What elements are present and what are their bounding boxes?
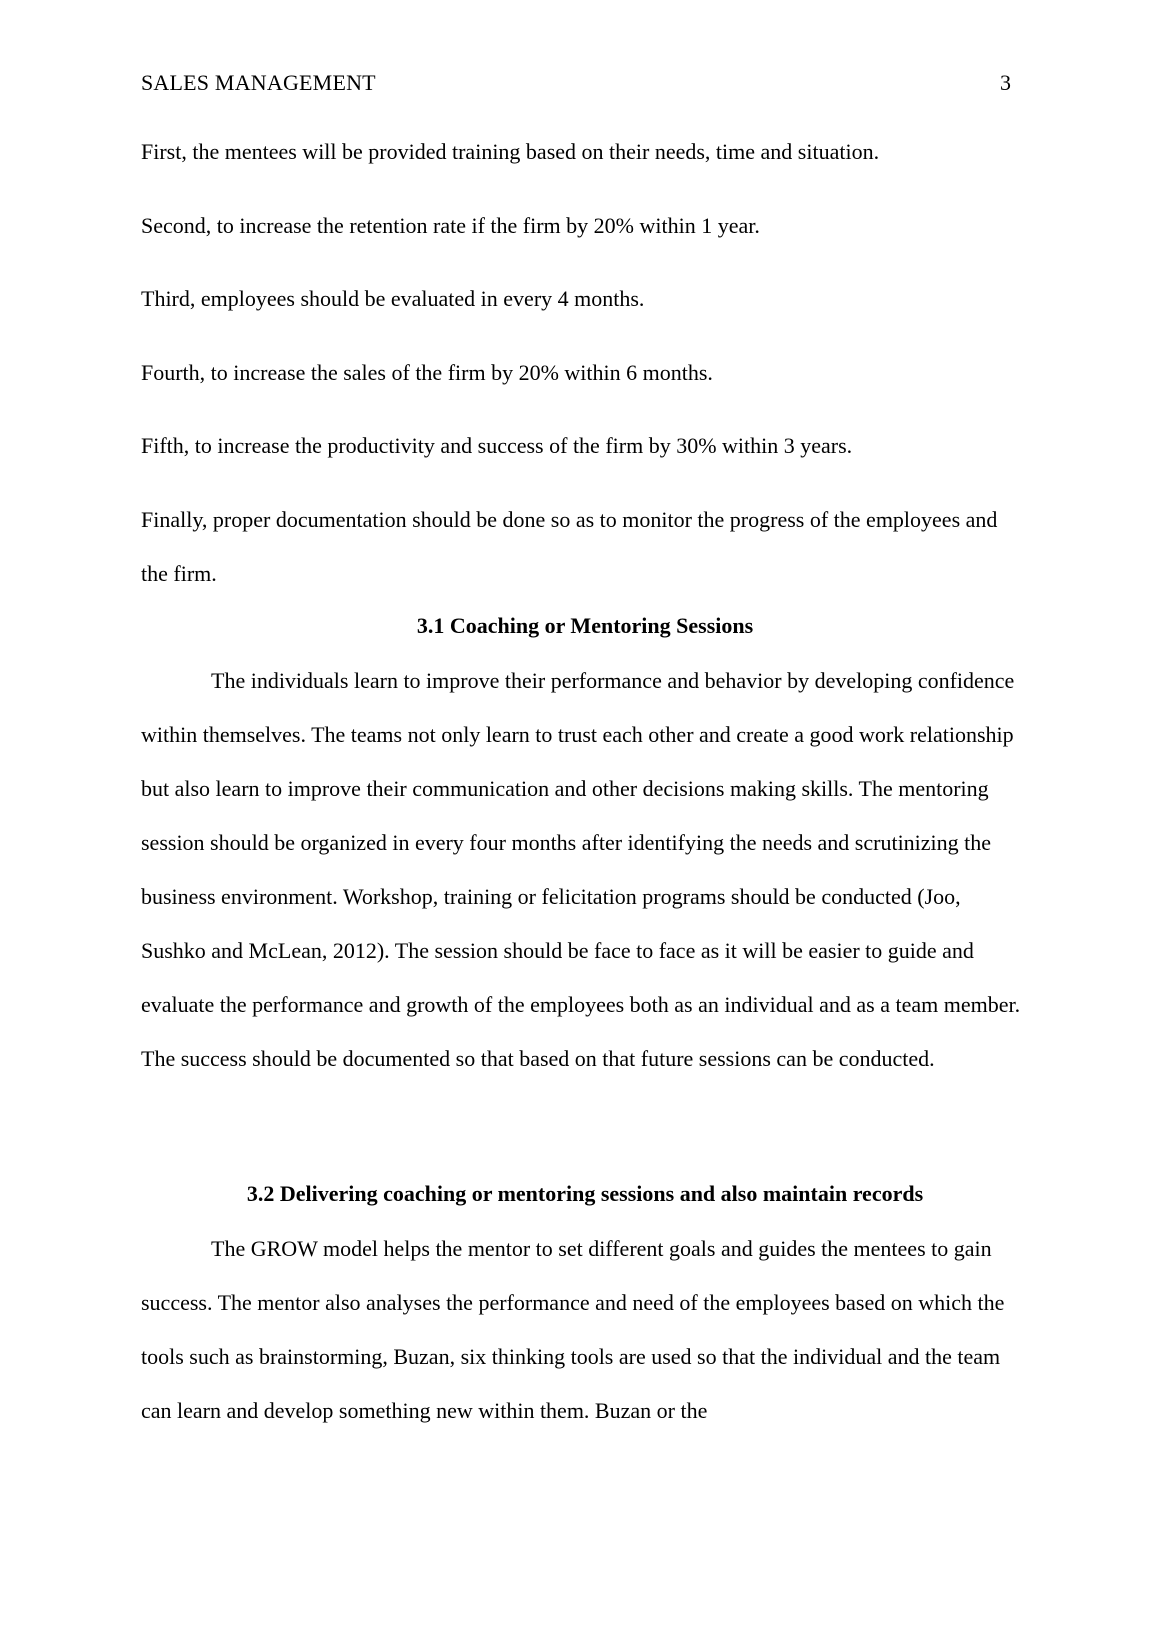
objective-first: First, the mentees will be provided training based on their needs, time and situation. bbox=[141, 139, 880, 164]
section-heading-3-2: 3.2 Delivering coaching or mentoring sessions and also maintain records bbox=[246, 1181, 924, 1206]
objective-fifth: Fifth, to increase the productivity and success of the firm by 30% within 3 years. bbox=[141, 433, 853, 458]
page-number: 3 bbox=[1000, 70, 1011, 95]
section-3-2-paragraph: The GROW model helps the mentor to set different goals and guides the mentees to gain success. The mentor also analyses the performance and need of the employees based on which the tools such as brainstorming, Buzan, six thinking tools are used so that the individual and the team can learn and develop something new within them. Buzan or the bbox=[141, 1236, 1005, 1423]
document-body bbox=[141, 138, 1029, 1423]
running-head: SALES MANAGEMENT bbox=[141, 70, 376, 95]
objective-fourth: Fourth, to increase the sales of the firm by 20% within 6 months. bbox=[141, 359, 713, 385]
section-heading-3-1: 3.1 Coaching or Mentoring Sessions bbox=[416, 613, 754, 638]
objective-third: Third, employees should be evaluated in every 4 months. bbox=[141, 286, 645, 311]
objective-second: Second, to increase the retention rate if the firm by 20% within 1 year. bbox=[141, 212, 760, 238]
section-3-1-paragraph: The individuals learn to improve their performance and behavior by developing confidence within themselves. The teams not only learn to trust each other and create a good work relationship but also learn to improve their communication and other decisions making skills. The mentoring session should be organized in every four months after identifying the needs and scrutinizing the business environment. Workshop, training or felicitation programs should be conducted (Joo, Sushko and McLean, 2012). The session should be face to face as it will be easier to guide and evaluate the performance and growth of the employees both as an individual and as a team member. The success should be documented so that based on that future sessions can be conducted. bbox=[141, 668, 1021, 1071]
objective-final: Finally, proper documentation should be done so as to monitor the progress of the employees and the firm. bbox=[141, 506, 998, 586]
